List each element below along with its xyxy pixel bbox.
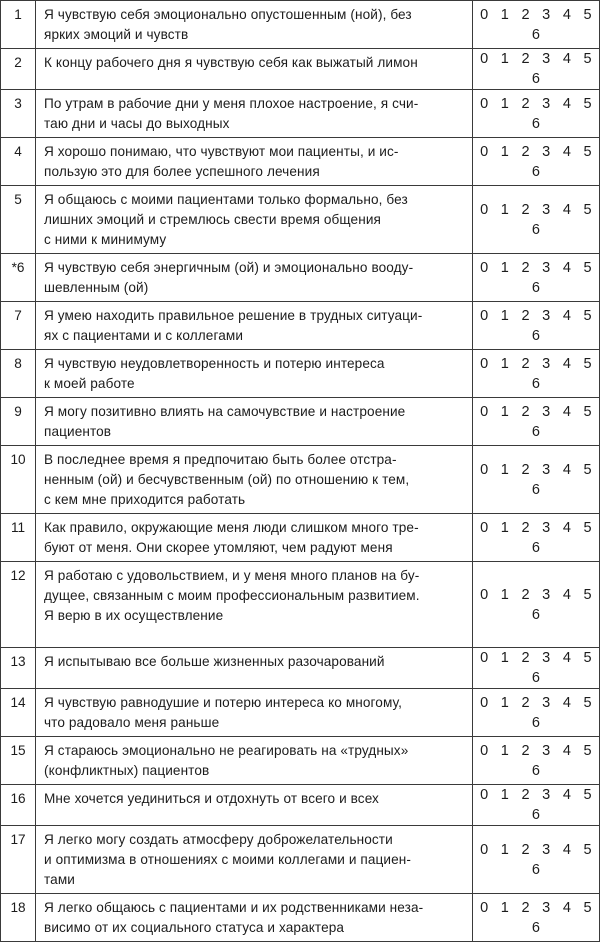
statement-line: Мне хочется уединиться и отдохнуть от всего и всех: [44, 791, 379, 806]
statement-line: В последнее время я предпочитаю быть более отстра-: [44, 452, 397, 467]
item-number: 9: [1, 398, 36, 446]
rating-scale: 0 1 2 3 4 5 6: [473, 350, 600, 398]
item-statement: [36, 254, 473, 302]
statement-line: и оптимизма в отношениях с моими коллегами и пациен-: [44, 852, 411, 867]
statement-line: Я испытываю все больше жизненных разочарований: [44, 654, 385, 669]
statement-line: Я легко могу создать атмосферу доброжелательности: [44, 832, 393, 847]
table-row: [1, 514, 600, 562]
item-number: 1: [1, 1, 36, 49]
statement-line: буют от меня. Они скорее утомляют, чем радуют меня: [44, 540, 393, 555]
rating-scale: 0 1 2 3 4 5 6: [473, 562, 600, 648]
item-number: 17: [1, 826, 36, 894]
statement-line: Я чувствую себя энергичным (ой) и эмоционально вооду-: [44, 260, 414, 275]
statement-line: Я хорошо понимаю, что чувствуют мои пациенты, и ис-: [44, 144, 399, 159]
statement-line: (конфликтных) пациентов: [44, 763, 210, 778]
statement-line: Я общаюсь с моими пациентами только формально, без: [44, 192, 408, 207]
rating-scale: 0 1 2 3 4 5 6: [473, 1, 600, 49]
item-statement: [36, 350, 473, 398]
item-number: 13: [1, 648, 36, 689]
item-number: 11: [1, 514, 36, 562]
item-number: 12: [1, 562, 36, 648]
item-statement: [36, 90, 473, 138]
table-row: [1, 785, 600, 826]
item-number: 5: [1, 186, 36, 254]
table-row: [1, 1, 600, 49]
rating-scale: 0 1 2 3 4 5 6: [473, 446, 600, 514]
item-statement: [36, 1, 473, 49]
rating-scale: 0 1 2 3 4 5 6: [473, 737, 600, 785]
table-row: [1, 398, 600, 446]
statement-line: Я стараюсь эмоционально не реагировать на «трудных»: [44, 743, 409, 758]
table-row: [1, 826, 600, 894]
statement-line: пациентов: [44, 424, 112, 439]
table-row: [1, 49, 600, 90]
item-statement: [36, 648, 473, 689]
statement-line: Я легко общаюсь с пациентами и их родственниками неза-: [44, 900, 424, 915]
statement-line: ненным (ой) и бесчувственным (ой) по отношению к тем,: [44, 472, 410, 487]
item-statement: [36, 894, 473, 942]
statement-line: к моей работе: [44, 376, 135, 391]
table-row: [1, 350, 600, 398]
statement-line: Я могу позитивно влиять на самочувствие и настроение: [44, 404, 406, 419]
rating-scale: 0 1 2 3 4 5 6: [473, 138, 600, 186]
item-statement: [36, 49, 473, 90]
table-row: [1, 648, 600, 689]
item-number: 15: [1, 737, 36, 785]
statement-line: таю дни и часы до выходных: [44, 116, 230, 131]
item-number: 18: [1, 894, 36, 942]
item-statement: [36, 514, 473, 562]
rating-scale: 0 1 2 3 4 5 6: [473, 894, 600, 942]
table-row: [1, 254, 600, 302]
statement-line: Я чувствую себя эмоционально опустошенным (ной), без: [44, 7, 412, 22]
item-statement: [36, 737, 473, 785]
item-number: 4: [1, 138, 36, 186]
statement-line: пользую это для более успешного лечения: [44, 164, 320, 179]
item-number: *6: [1, 254, 36, 302]
table-row: [1, 90, 600, 138]
rating-scale: 0 1 2 3 4 5 6: [473, 49, 600, 90]
rating-scale: 0 1 2 3 4 5 6: [473, 514, 600, 562]
rating-scale: 0 1 2 3 4 5 6: [473, 785, 600, 826]
rating-scale: 0 1 2 3 4 5 6: [473, 826, 600, 894]
item-number: 7: [1, 302, 36, 350]
statement-line: дущее, связанным с моим профессиональным развитием.: [44, 588, 420, 603]
item-statement: [36, 785, 473, 826]
item-statement: [36, 562, 473, 648]
table-row: [1, 302, 600, 350]
statement-line: ярких эмоций и чувств: [44, 27, 189, 42]
statement-line: лишних эмоций и стремлюсь свести время общения: [44, 212, 381, 227]
table-row: [1, 689, 600, 737]
statement-line: с ними к минимуму: [44, 232, 167, 247]
item-number: 2: [1, 49, 36, 90]
statement-line: с кем мне приходится работать: [44, 492, 246, 507]
rating-scale: 0 1 2 3 4 5 6: [473, 302, 600, 350]
item-statement: [36, 302, 473, 350]
item-number: 10: [1, 446, 36, 514]
table-row: [1, 562, 600, 648]
item-number: 14: [1, 689, 36, 737]
statement-line: Я чувствую неудовлетворенность и потерю интереса: [44, 356, 385, 371]
statement-line: Я работаю с удовольствием, и у меня много планов на бу-: [44, 568, 420, 583]
rating-scale: 0 1 2 3 4 5 6: [473, 648, 600, 689]
table-row: [1, 138, 600, 186]
item-statement: [36, 446, 473, 514]
statement-line: Я верю в их осуществление: [44, 608, 224, 623]
table-row: [1, 737, 600, 785]
rating-scale: 0 1 2 3 4 5 6: [473, 689, 600, 737]
statement-line: шевленным (ой): [44, 280, 149, 295]
statement-line: тами: [44, 872, 75, 887]
item-statement: [36, 186, 473, 254]
statement-line: К концу рабочего дня я чувствую себя как выжатый лимон: [44, 55, 418, 70]
statement-line: Я умею находить правильное решение в трудных ситуаци-: [44, 308, 423, 323]
rating-scale: 0 1 2 3 4 5 6: [473, 254, 600, 302]
statement-line: По утрам в рабочие дни у меня плохое настроение, я счи-: [44, 96, 419, 111]
item-number: 16: [1, 785, 36, 826]
questionnaire-rows: [1, 1, 600, 942]
statement-line: висимо от их социального статуса и характера: [44, 920, 345, 935]
table-row: [1, 446, 600, 514]
statement-line: Как правило, окружающие меня люди слишком много тре-: [44, 520, 419, 535]
table-row: [1, 186, 600, 254]
item-number: 3: [1, 90, 36, 138]
item-statement: [36, 689, 473, 737]
table-row: [1, 894, 600, 942]
rating-scale: 0 1 2 3 4 5 6: [473, 186, 600, 254]
statement-line: Я чувствую равнодушие и потерю интереса ко многому,: [44, 695, 402, 710]
rating-scale: 0 1 2 3 4 5 6: [473, 90, 600, 138]
statement-line: ях с пациентами и с коллегами: [44, 328, 244, 343]
item-number: 8: [1, 350, 36, 398]
item-statement: [36, 138, 473, 186]
statement-line: что радовало меня раньше: [44, 715, 220, 730]
item-statement: [36, 398, 473, 446]
rating-scale: 0 1 2 3 4 5 6: [473, 398, 600, 446]
item-statement: [36, 826, 473, 894]
